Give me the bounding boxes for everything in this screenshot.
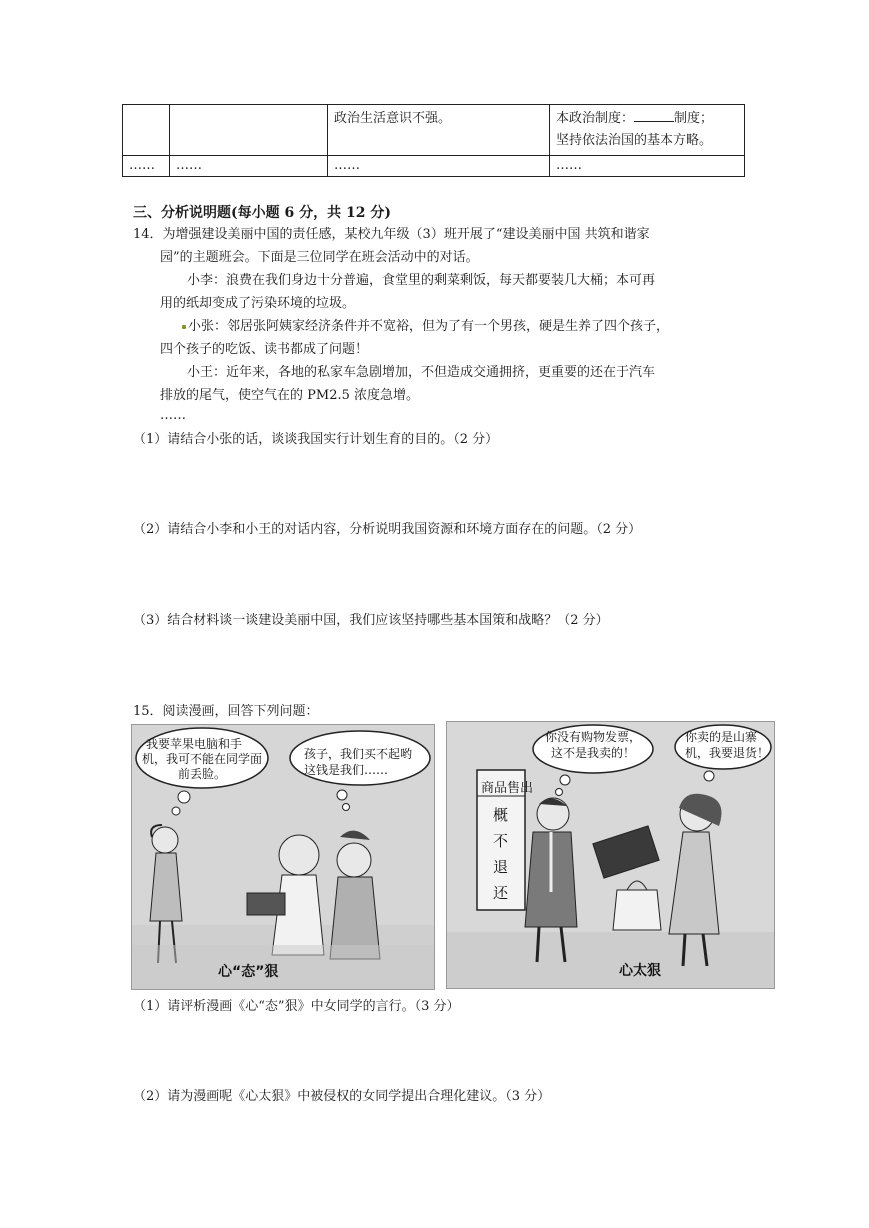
dialogue-zhang: 四个孩子的吃饭、读书都成了问题！	[160, 342, 369, 357]
cell-text: ……	[176, 158, 202, 173]
bubble-girl-line: 前丢脸。	[178, 767, 227, 781]
cell-text: 政治生活意识不强。	[334, 111, 452, 126]
ellipsis: ……	[160, 408, 186, 423]
sub-question-14-2: （2）请结合小李和小王的对话内容，分析说明我国资源和环境方面存在的问题。（2 分）	[133, 522, 642, 537]
table-row	[123, 105, 745, 156]
table-cell	[170, 156, 328, 177]
table-cell	[550, 156, 745, 177]
question-15-stem: 15．阅读漫画，回答下列问题：	[133, 704, 319, 719]
bubble-seller-line: 你没有购物发票，	[545, 730, 642, 744]
table-cell	[123, 156, 170, 177]
section-title: 三、分析说明题(每小题 6 分，共 12 分)	[133, 205, 391, 221]
sub-question-14-3: （3）结合材料谈一谈建设美丽中国，我们应该坚持哪些基本国策和战略？（2 分）	[133, 613, 609, 628]
dialogue-wang: 排放的尾气，使空气在的 PM2.5 浓度急增。	[160, 388, 419, 403]
sign-char: 还	[493, 884, 509, 902]
table-cell	[328, 156, 550, 177]
cartoon-xin-tai-hen	[131, 724, 435, 990]
sign-char: 不	[493, 832, 509, 850]
sign-char: 概	[493, 806, 509, 824]
cell-text: ……	[556, 158, 582, 173]
bubble-girl-line: 机，我要退货！	[685, 746, 770, 760]
table-cell	[550, 105, 745, 156]
question-14-stem: 14．为增强建设美丽中国的责任感，某校九年级（3）班开展了“建设美丽中国 共筑和谐家	[133, 227, 650, 242]
dialogue-wang: 小王：近年来，各地的私家车急剧增加，不但造成交通拥挤，更重要的还在于汽车	[187, 365, 656, 380]
table-cell	[123, 105, 170, 156]
table-row	[123, 156, 745, 177]
bubble-parents-line: 孩子，我们买不起哟	[304, 747, 413, 761]
table-cell	[170, 105, 328, 156]
bubble-girl-line: 机，我可不能在同学面	[142, 752, 263, 766]
table-cell	[328, 105, 550, 156]
sign-char: 退	[493, 858, 509, 876]
bubble-girl-line: 你卖的是山寨	[685, 730, 758, 744]
sub-question-14-1: （1）请结合小张的话，谈谈我国实行计划生育的目的。（2 分）	[133, 432, 499, 447]
question-14-stem: 园”的主题班会。下面是三位同学在班会活动中的对话。	[160, 250, 479, 265]
cell-text: 坚持依法治国的基本方略。	[556, 133, 713, 148]
cartoon-2-drawing	[447, 722, 774, 988]
cell-text: ……	[129, 158, 155, 173]
cell-text: 制度；	[674, 111, 714, 126]
sub-question-15-1: （1）请评析漫画《心“态”狠》中女同学的言行。（3 分）	[133, 999, 460, 1014]
dialogue-zhang-text: 小张：邻居张阿姨家经济条件并不宽裕，但为了有一个男孩，硬是生养了四个孩子，	[188, 319, 670, 334]
cell-text: ……	[334, 158, 360, 173]
cartoon-1-caption: 心“态”狠	[218, 964, 279, 980]
dialogue-li: 小李：浪费在我们身边十分普遍，食堂里的剩菜剩饭，每天都要装几大桶；本可再	[187, 273, 656, 288]
cartoon-2-caption: 心太狠	[619, 963, 661, 979]
sub-question-15-2: （2）请为漫画呢《心太狠》中被侵权的女同学提出合理化建议。（3 分）	[133, 1089, 551, 1104]
bubble-seller-line: 这不是我卖的！	[551, 746, 636, 760]
dialogue-li: 用的纸却变成了污染环境的垃圾。	[160, 296, 356, 311]
mark-dot-icon	[182, 325, 186, 329]
bubble-parents-line: 这钱是我们……	[304, 763, 389, 777]
bubble-girl-line: 我要苹果电脑和手	[146, 737, 243, 751]
cartoon-xin-tai-hen-2	[446, 721, 775, 989]
answer-table	[122, 104, 745, 177]
fill-in-blank[interactable]	[634, 109, 674, 122]
dialogue-zhang	[182, 318, 669, 336]
cell-text: 本政治制度：	[556, 111, 635, 126]
sign-title: 商品售出	[481, 781, 534, 796]
